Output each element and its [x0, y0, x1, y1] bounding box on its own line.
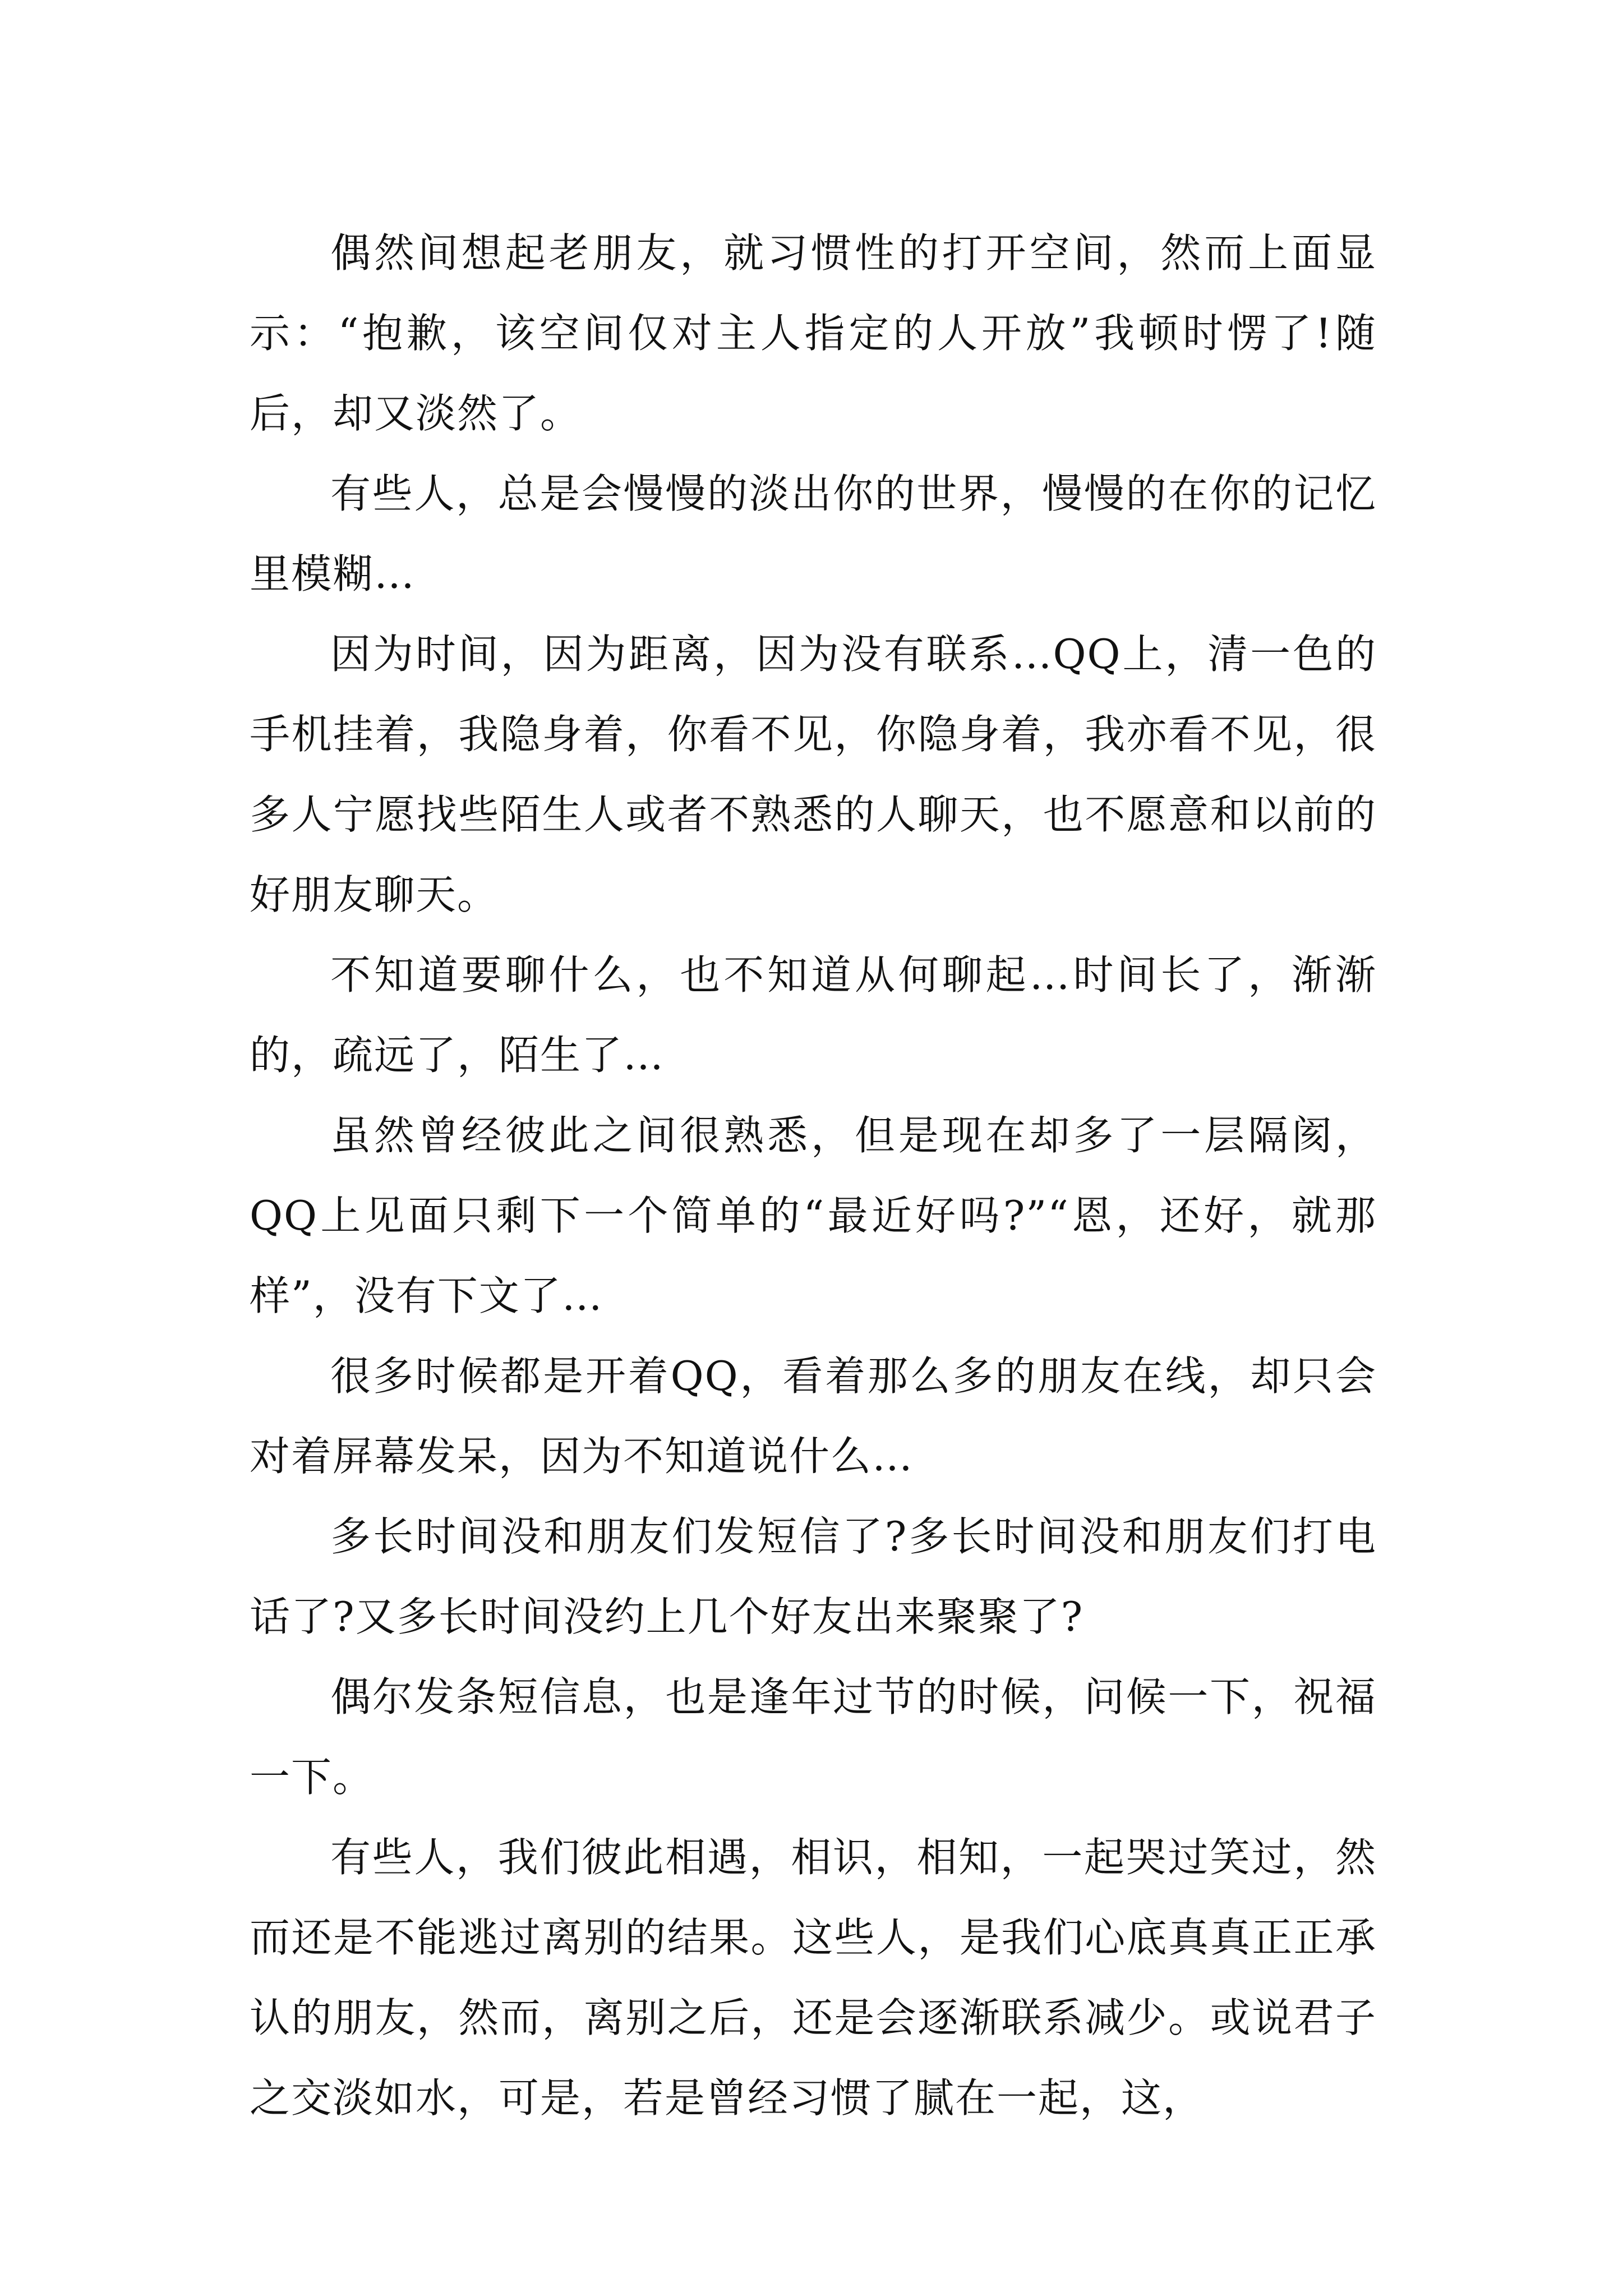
paragraph-1: 偶然间想起老朋友，就习惯性的打开空间，然而上面显示：“抱歉，该空间仅对主人指定的人开放”我顿时愣了!随后，却又淡然了。	[250, 229, 1377, 437]
paragraph-9: 有些人，我们彼此相遇，相识，相知，一起哭过笑过，然而还是不能逃过离别的结果。这些人，是我们心底真真正正承认的朋友，然而，离别之后，还是会逐渐联系减少。或说君子之交淡如水，可是，若是曾经习惯了腻在一起，这，	[250, 1834, 1377, 2122]
paragraph-8: 偶尔发条短信息，也是逢年过节的时候，问候一下，祝福一下。	[250, 1673, 1377, 1801]
document-body	[250, 213, 1377, 2138]
paragraph-4: 不知道要聊什么，也不知道从何聊起…时间长了，渐渐的，疏远了，陌生了…	[250, 951, 1377, 1079]
paragraph-3: 因为时间，因为距离，因为没有联系…QQ上，清一色的手机挂着，我隐身着，你看不见，你隐身着，我亦看不见，很多人宁愿找些陌生人或者不熟悉的人聊天，也不愿意和以前的好朋友聊天。	[250, 631, 1377, 918]
paragraph-2: 有些人，总是会慢慢的淡出你的世界，慢慢的在你的记忆里模糊…	[250, 470, 1377, 597]
paragraph-6: 很多时候都是开着QQ，看着那么多的朋友在线，却只会对着屏幕发呆，因为不知道说什么…	[250, 1352, 1377, 1480]
paragraph-5: 虽然曾经彼此之间很熟悉，但是现在却多了一层隔阂，QQ上见面只剩下一个简单的“最近好吗?”“恩，还好，就那样”，没有下文了…	[250, 1112, 1377, 1319]
paragraph-7: 多长时间没和朋友们发短信了?多长时间没和朋友们打电话了?又多长时间没约上几个好友出来聚聚了?	[250, 1513, 1377, 1640]
